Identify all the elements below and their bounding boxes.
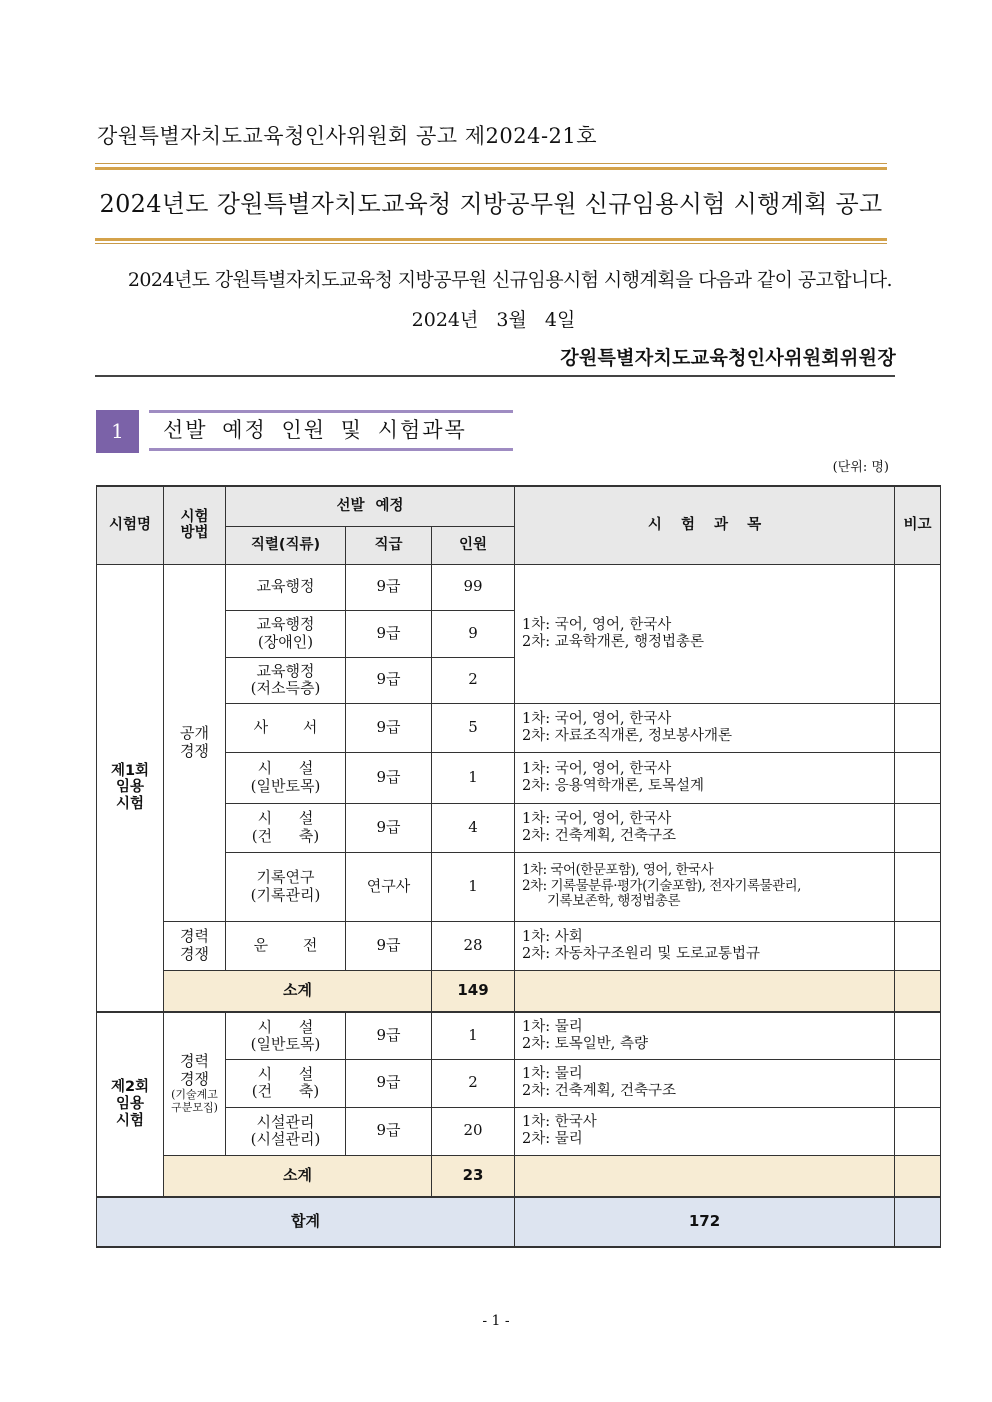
title-rule-top-thick xyxy=(95,167,887,170)
notice-number: 강원특별자치도교육청인사위원회 공고 제2024-21호 xyxy=(97,124,598,148)
subjects-librarian: 1차: 국어, 영어, 한국사 2차: 자료조직개론, 정보봉사개론 xyxy=(515,703,895,752)
page-number: - 1 - xyxy=(482,1313,510,1329)
table-row-count: 1 xyxy=(432,752,515,803)
unit-note: (단위: 명) xyxy=(832,460,889,475)
remarks-cell xyxy=(895,564,941,703)
table-row-count: 28 xyxy=(432,921,515,970)
table-row-count: 2 xyxy=(432,1059,515,1107)
subjects-edu-admin: 1차: 국어, 영어, 한국사 2차: 교육학개론, 행정법총론 xyxy=(515,564,895,703)
signer: 강원특별자치도교육청인사위원회위원장 xyxy=(560,347,896,369)
table-row-job: 시설관리 (시설관리) xyxy=(226,1107,346,1155)
table-row-count: 5 xyxy=(432,703,515,752)
table-row-count: 2 xyxy=(432,657,515,703)
table-row-grade: 9급 xyxy=(346,657,432,703)
intro-text: 2024년도 강원특별자치도교육청 지방공무원 신규임용시험 시행계획을 다음과 같이 공고합니다. xyxy=(127,269,892,291)
exam1-method-career: 경력 경쟁 xyxy=(164,921,226,970)
table-row-job: 교육행정 xyxy=(226,564,346,610)
subjects-civil: 1차: 국어, 영어, 한국사 2차: 응용역학개론, 토목설계 xyxy=(515,752,895,803)
table-row-grade: 9급 xyxy=(346,1012,432,1059)
remarks-cell xyxy=(895,921,941,970)
table-row-count: 9 xyxy=(432,610,515,657)
subtotal-blank xyxy=(515,1155,895,1197)
header-subjects: 시 험 과 목 xyxy=(515,486,895,564)
remarks-cell xyxy=(895,752,941,803)
subjects-driver: 1차: 사회 2차: 자동차구조원리 및 도로교통법규 xyxy=(515,921,895,970)
remarks-cell xyxy=(895,1012,941,1059)
remarks-cell xyxy=(895,803,941,852)
subjects-archive: 1차: 국어(한문포함), 영어, 한국사 2차: 기록물분류·평가(기술포함), 전자기록물관리, 기록보존학, 행정법총론 xyxy=(515,852,895,921)
header-exam-method: 시험 방법 xyxy=(164,486,226,564)
exam1-subtotal: 149 xyxy=(432,970,515,1012)
exam2-subtotal-label: 소계 xyxy=(164,1155,432,1197)
subtotal-blank xyxy=(515,970,895,1012)
table-row-count: 99 xyxy=(432,564,515,610)
title-rule-bottom xyxy=(95,243,887,244)
exam1-method-open: 공개 경쟁 xyxy=(164,564,226,921)
selection-table xyxy=(96,485,941,1248)
section-number: 1 xyxy=(96,410,139,453)
signer-rule xyxy=(95,375,895,377)
exam2-subtotal: 23 xyxy=(432,1155,515,1197)
document-title: 2024년도 강원특별자치도교육청 지방공무원 신규임용시험 시행계획 공고 xyxy=(99,190,883,218)
header-grade: 직급 xyxy=(346,526,432,564)
remarks-cell xyxy=(895,703,941,752)
table-row-job: 시 설 (일반토목) xyxy=(226,1012,346,1059)
subjects-exam2-arch: 1차: 물리 2차: 건축계획, 건축구조 xyxy=(515,1059,895,1107)
table-row-grade: 9급 xyxy=(346,752,432,803)
exam2-name: 제2회 임용 시험 xyxy=(97,1012,164,1197)
exam2-method: 경력 경쟁 (기술계고 구분모집) xyxy=(164,1012,226,1155)
header-remarks: 비고 xyxy=(895,486,941,564)
table-row-job: 교육행정 (저소득층) xyxy=(226,657,346,703)
table-row-grade: 9급 xyxy=(346,1059,432,1107)
table-row-count: 1 xyxy=(432,1012,515,1059)
exam1-name: 제1회 임용 시험 xyxy=(97,564,164,1012)
subjects-exam2-facility: 1차: 한국사 2차: 물리 xyxy=(515,1107,895,1155)
table-row-job: 시 설 (일반토목) xyxy=(226,752,346,803)
total-blank xyxy=(895,1197,941,1247)
subjects-exam2-civil: 1차: 물리 2차: 토목일반, 측량 xyxy=(515,1012,895,1059)
remarks-cell xyxy=(895,1059,941,1107)
table-row-job: 시 설 (건 축) xyxy=(226,1059,346,1107)
remarks-cell xyxy=(895,1107,941,1155)
table-row-grade: 9급 xyxy=(346,921,432,970)
total-label: 합계 xyxy=(97,1197,515,1247)
title-rule-bottom-thick xyxy=(95,238,887,241)
table-row-count: 1 xyxy=(432,852,515,921)
table-row-grade: 9급 xyxy=(346,803,432,852)
table-row-grade: 연구사 xyxy=(346,852,432,921)
header-selection-plan: 선발 예정 xyxy=(226,486,515,526)
table-row-grade: 9급 xyxy=(346,610,432,657)
subjects-architecture: 1차: 국어, 영어, 한국사 2차: 건축계획, 건축구조 xyxy=(515,803,895,852)
header-count: 인원 xyxy=(432,526,515,564)
table-row-job: 시 설 (건 축) xyxy=(226,803,346,852)
header-exam-name: 시험명 xyxy=(97,486,164,564)
table-row-grade: 9급 xyxy=(346,1107,432,1155)
table-row-job: 교육행정 (장애인) xyxy=(226,610,346,657)
title-rule-top xyxy=(95,163,887,164)
table-row-count: 4 xyxy=(432,803,515,852)
header-job-series: 직렬(직류) xyxy=(226,526,346,564)
subtotal-blank xyxy=(895,1155,941,1197)
table-row-job: 운 전 xyxy=(226,921,346,970)
table-row-job: 기록연구 (기록관리) xyxy=(226,852,346,921)
table-row-grade: 9급 xyxy=(346,703,432,752)
table-row-count: 20 xyxy=(432,1107,515,1155)
total-count: 172 xyxy=(515,1197,895,1247)
subtotal-blank xyxy=(895,970,941,1012)
table-row-grade: 9급 xyxy=(346,564,432,610)
section-title: 선발 예정 인원 및 시험과목 xyxy=(149,410,513,451)
exam1-subtotal-label: 소계 xyxy=(164,970,432,1012)
notice-date: 2024년 3월 4일 xyxy=(411,309,576,331)
table-row-job: 사 서 xyxy=(226,703,346,752)
remarks-cell xyxy=(895,852,941,921)
